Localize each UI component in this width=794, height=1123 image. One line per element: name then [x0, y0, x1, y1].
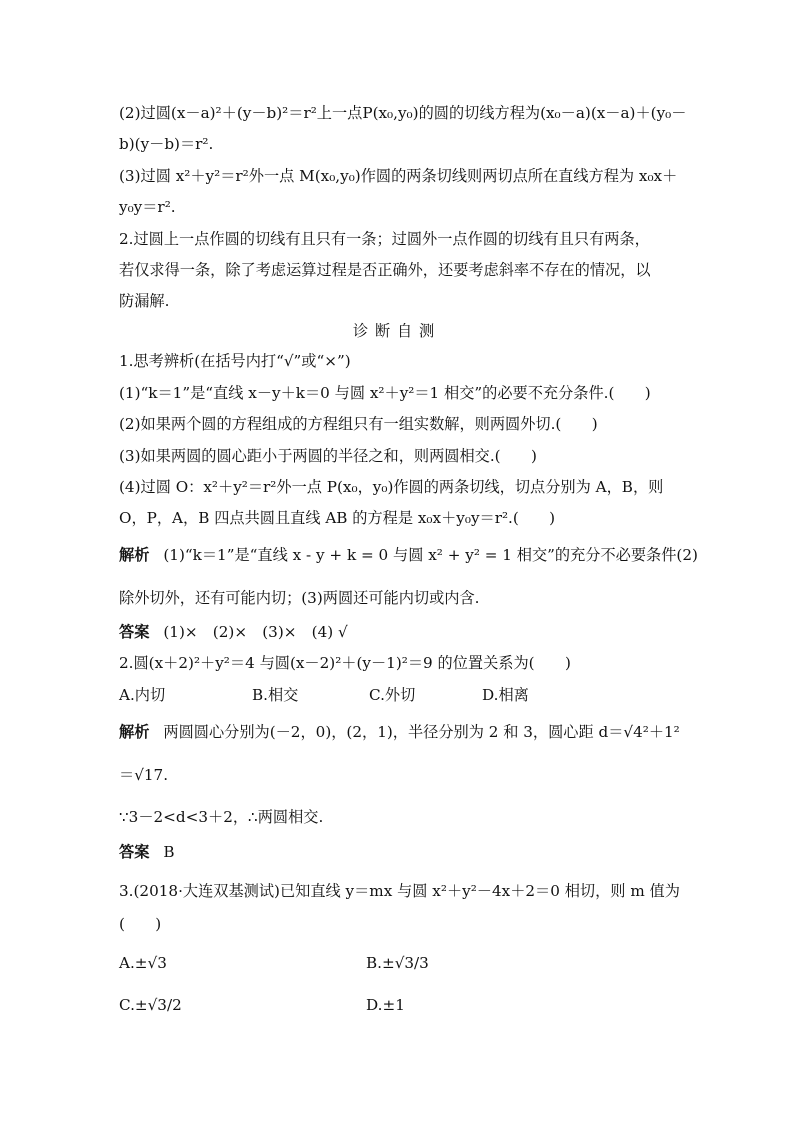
answer-label: 答案: [119, 623, 150, 641]
answer-1: [119, 622, 348, 642]
question-2: 2.圆(x＋2)²＋y²＝4 与圆(x－2)²＋(y－1)²＝9 的位置关系为( ): [119, 654, 571, 672]
analysis-text: (1)“k＝1”是“直线 x - y + k = 0 与圆 x² + y² = 1 相交”的充分不必要条件(2): [163, 546, 698, 564]
option-c: C.±√3/2: [119, 996, 182, 1014]
option-c: C.外切: [369, 686, 416, 704]
analysis-text: 两圆圆心分别为(－2，0)，(2，1)，半径分别为 2 和 3，圆心距 d＝√4²＋1²: [163, 723, 680, 741]
analysis-2-formula: ＝√17.: [119, 766, 169, 784]
analysis-1-cont: 除外切外，还有可能内切；(3)两圆还可能内切或内含.: [119, 589, 480, 607]
question-1-item: (1)“k＝1”是“直线 x－y＋k＝0 与圆 x²＋y²＝1 相交”的必要不充分条件.( ): [119, 384, 651, 402]
option-b: B.±√3/3: [366, 954, 429, 972]
answer-label: 答案: [119, 843, 150, 861]
option-a: A.内切: [119, 686, 166, 704]
answer-text: (1)× (2)× (3)× (4) √: [163, 623, 348, 641]
text-line: y₀y＝r².: [119, 198, 176, 216]
text-line: 防漏解.: [119, 292, 170, 310]
text-line: (3)过圆 x²＋y²＝r²外一点 M(x₀,y₀)作圆的两条切线则两切点所在直线方程为 x₀x＋: [119, 167, 678, 185]
question-1-title: 1.思考辨析(在括号内打“√”或“×”): [119, 352, 351, 370]
text-line: b)(y－b)＝r².: [119, 135, 214, 153]
section-title: 诊断自测: [352, 322, 442, 340]
analysis-label: 解析: [119, 546, 150, 564]
option-a: A.±√3: [119, 954, 167, 972]
option-b: B.相交: [252, 686, 299, 704]
analysis-label: 解析: [119, 723, 150, 741]
question-1-item: O，P，A，B 四点共圆且直线 AB 的方程是 x₀x＋y₀y＝r².( ): [119, 509, 556, 527]
text-line: (2)过圆(x－a)²＋(y－b)²＝r²上一点P(x₀,y₀)的圆的切线方程为(x₀－a)(x－a)＋(y₀－: [119, 104, 687, 122]
question-1-item: (3)如果两圆的圆心距小于两圆的半径之和，则两圆相交.( ): [119, 447, 537, 465]
question-3: 3.(2018·大连双基测试)已知直线 y＝mx 与圆 x²＋y²－4x＋2＝0 相切，则 m 值为: [119, 882, 680, 900]
answer-2: [119, 842, 175, 862]
text-line: 若仅求得一条，除了考虑运算过程是否正确外，还要考虑斜率不存在的情况，以: [119, 261, 651, 279]
answer-text: B: [163, 843, 175, 861]
analysis-2-conclusion: ∵3－2<d<3＋2，∴两圆相交.: [119, 808, 324, 826]
option-d: D.±1: [366, 996, 405, 1014]
question-3-bracket: ( ): [119, 915, 162, 933]
question-1-item: (4)过圆 O：x²＋y²＝r²外一点 P(x₀，y₀)作圆的两条切线，切点分别为 A，B，则: [119, 478, 664, 496]
option-d: D.相离: [482, 686, 529, 704]
analysis-2: [119, 722, 680, 742]
analysis-1: [119, 545, 698, 565]
text-line: 2.过圆上一点作圆的切线有且只有一条；过圆外一点作圆的切线有且只有两条，: [119, 230, 650, 248]
question-1-item: (2)如果两个圆的方程组成的方程组只有一组实数解，则两圆外切.( ): [119, 415, 598, 433]
